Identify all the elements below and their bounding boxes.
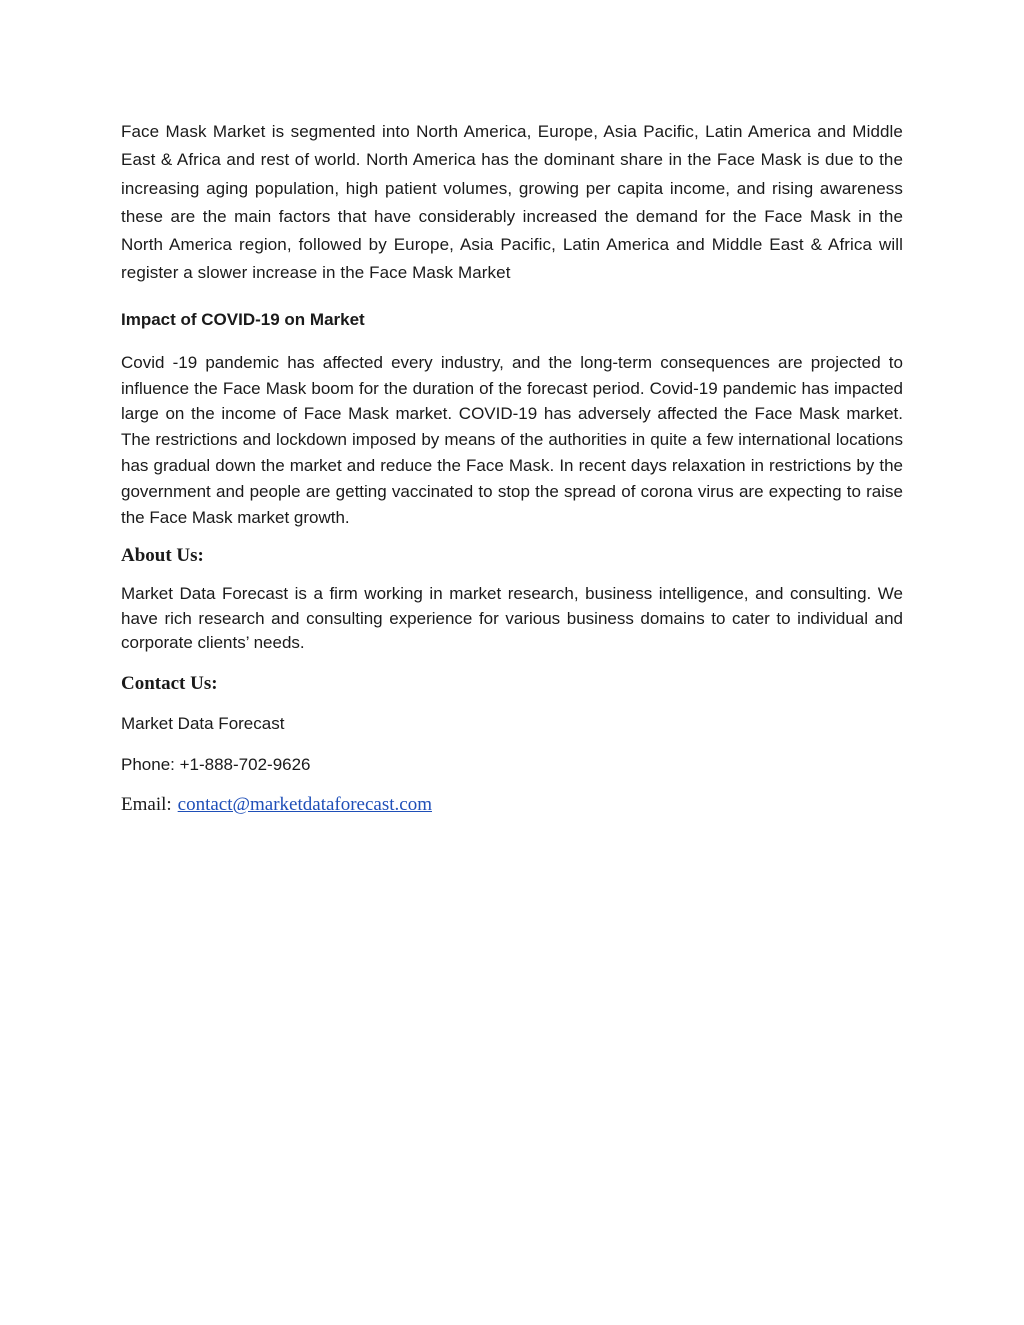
covid-impact-paragraph: Covid -19 pandemic has affected every industry, and the long-term consequences are projected to influence the Face Mask boom for the duration of the forecast period. Covid-19 pandemic has impacted large on the income of Face Mask market. COVID-19 has adversely affected the Face Mask market. The restrictions and lockdown imposed by means of the authorities in quite a few international locations has gradual down the market and reduce the Face Mask. In recent days relaxation in restrictions by the government and people are getting vaccinated to stop the spread of corona virus are expecting to raise the Face Mask market growth. [121, 352, 903, 527]
document-page [121, 118, 903, 818]
about-us-paragraph: Market Data Forecast is a firm working in market research, business intelligence, and consulting. We have rich research and consulting experience for various business domains to cater to individual and corporate clients’ needs. [121, 584, 903, 653]
contact-phone: Phone: +1-888-702-9626 [121, 754, 311, 774]
email-link[interactable]: contact@marketdataforecast.com [177, 793, 432, 815]
contact-company-name: Market Data Forecast [121, 713, 285, 733]
contact-email-row [121, 792, 903, 818]
contact-us-heading: Contact Us: [121, 672, 218, 694]
about-us-heading: About Us: [121, 545, 204, 567]
covid-impact-heading: Impact of COVID-19 on Market [121, 309, 365, 329]
intro-paragraph: Face Mask Market is segmented into North America, Europe, Asia Pacific, Latin America and Middle East & Africa and rest of world. North America has the dominant share in the Face Mask is due to the increasing aging population, high patient volumes, growing per capita income, and rising awareness these are the main factors that have considerably increased the demand for the Face Mask in the North America region, followed by Europe, Asia Pacific, Latin America and Middle East & Africa will register a slower increase in the Face Mask Market [121, 122, 903, 283]
email-label: Email: [121, 793, 172, 815]
